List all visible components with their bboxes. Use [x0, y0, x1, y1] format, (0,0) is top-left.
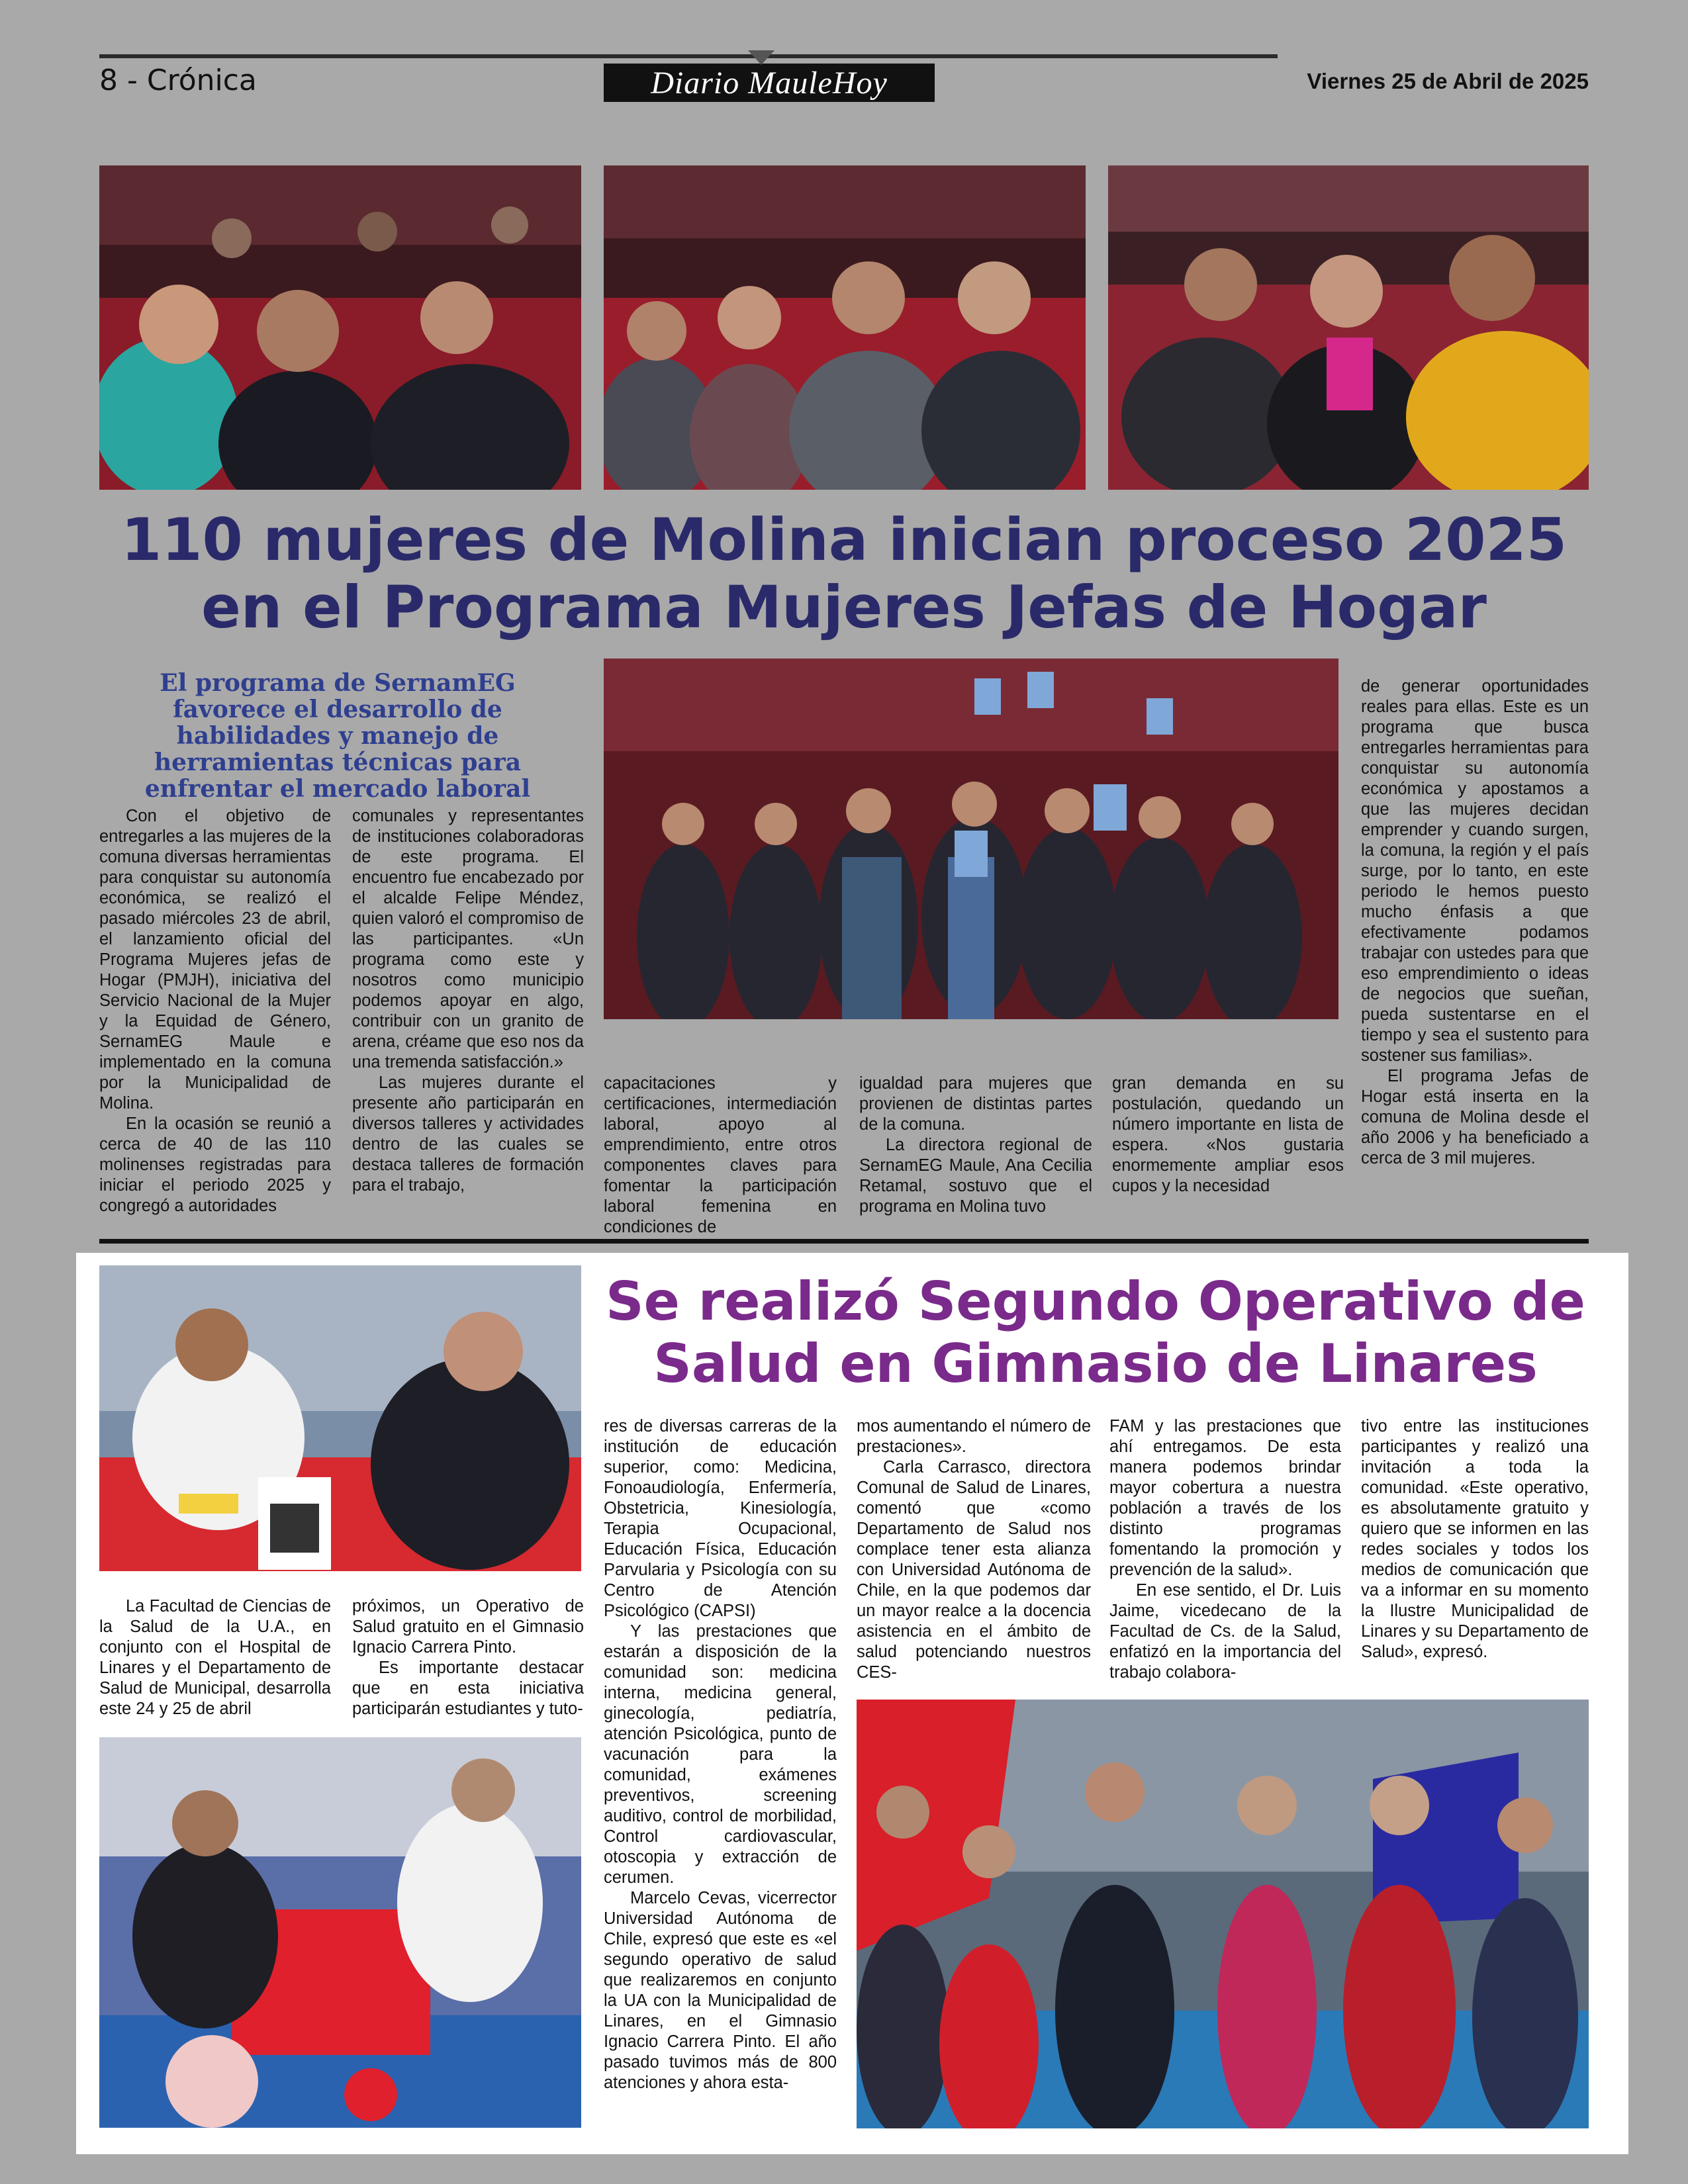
- photo-audience-2: [604, 165, 1086, 490]
- paragraph: capacitaciones y certificaciones, intermediación laboral, apoyo al emprendimiento, entre otros componentes claves para fomentar la participación laboral femenina en condiciones de: [604, 1074, 837, 1236]
- paragraph: tivo entre las instituciones participantes y realizó una invitación a toda la comunidad. «Este operativo, es absolutamente gratuito y quiero que se informen en las redes sociales y todos los medios de comunicación que va a informar en su momento la Ilustre Municipalidad de Linares y su Departamento de Salud», expresó.: [1361, 1417, 1589, 1661]
- photo-audience-3: [1108, 165, 1589, 490]
- paragraph: Marcelo Cevas, vicerrector Universidad Autónoma de Chile, expresó que este es «el segundo operativo de salud que realizaremos en conjunto la UA con la Municipalidad de Linares, en el Gimnasio Ignacio Carrera Pinto. El año pasado tuvimos más de 800 atenciones y ahora esta-: [604, 1889, 837, 2092]
- photo-health-consult-1: [99, 1265, 581, 1571]
- paragraph: comunales y representantes de instituciones colaboradoras de este programa. El encuentro fue encabezado por el alcalde Felipe Méndez, quien valoró el compromiso de las participantes. «Un programa como este y nosotros como municipio podemos apoyar en algo, contribuir con un granito de arena, créame que eso nos da una tremenda satisfacción.»: [352, 807, 584, 1071]
- section-label: 8 - Crónica: [99, 64, 257, 97]
- headline-article-2: [599, 1271, 1592, 1395]
- paragraph: En la ocasión se reunió a cerca de 40 de las 110 molinenses registradas para iniciar el periodo 2025 y congregó a autoridades: [99, 1115, 331, 1215]
- article2-column-3: [604, 1416, 837, 2093]
- article1-column-3: [604, 1073, 837, 1238]
- photo-group-celebration: [604, 659, 1338, 1019]
- paragraph: igualdad para mujeres que provienen de distintas partes de la comuna.: [859, 1074, 1092, 1134]
- paragraph: FAM y las prestaciones que ahí entregamos. De esta manera podemos brindar mayor cobertura a nuestra población a través de los distinto programas fomentando la promoción y prevención de la salud».: [1109, 1417, 1341, 1579]
- article1-column-2: [352, 806, 584, 1196]
- logo-mark-icon: [748, 50, 774, 65]
- paragraph: La Facultad de Ciencias de la Salud de la U.A., en conjunto con el Hospital de Linares y el Departamento de Salud de Municipal, desarrolla este 24 y 25 de abril: [99, 1597, 331, 1718]
- paragraph: próximos, un Operativo de Salud gratuito en el Gimnasio Ignacio Carrera Pinto.: [352, 1597, 584, 1657]
- article2-column-1: [99, 1596, 331, 1719]
- paragraph: Es importante destacar que en esta iniciativa participarán estudiantes y tuto-: [352, 1659, 584, 1718]
- paragraph: Y las prestaciones que estarán a disposición de la comunidad son: medicina interna, medicina general, ginecología, pediatría, atención Psicológica, punto de vacunación para la comunidad, exámenes preventivos, screening auditivo, control de morbilidad, Control cardiovascular, otoscopia y extracción de cerumen.: [604, 1622, 837, 1887]
- paragraph: Con el objetivo de entregarles a las mujeres de la comuna diversas herramientas para conquistar su autonomía económica, se realizó el pasado miércoles 23 de abril, el lanzamiento oficial del Programa Mujeres jefas de Hogar (PMJH), iniciativa del Servicio Nacional de la Mujer y la Equidad de Género, SernamEG Maule e implementado en la comuna por la Municipalidad de Molina.: [99, 807, 331, 1113]
- article2-column-6: [1361, 1416, 1589, 1662]
- issue-date: Viernes 25 de Abril de 2025: [1307, 69, 1589, 93]
- paragraph: mos aumentando el número de prestaciones».: [857, 1417, 1091, 1456]
- photo-health-consult-2: [99, 1737, 581, 2128]
- headline-line-1: 110 mujeres de Molina inician proceso 2025: [120, 506, 1567, 574]
- paragraph: Las mujeres durante el presente año participarán en diversos talleres y actividades dentro de las cuales se destaca talleres de formación para el trabajo,: [352, 1073, 584, 1195]
- headline-article-1: [79, 506, 1609, 641]
- paragraph: En ese sentido, el Dr. Luis Jaime, vicedecano de la Facultad de Cs. de la Salud, enfatizó en la importancia del trabajo colabora-: [1109, 1581, 1341, 1682]
- headline-line-1: Se realizó Segundo Operativo de: [606, 1271, 1585, 1332]
- paragraph: res de diversas carreras de la institución de educación superior, como: Medicina, Fonoaudiología, Enfermería, Obstetricia, Kinesiología, Terapia Ocupacional, Educación Física, Educación Parvularia y Psicología con su Centro de Atención Psicológico (CAPSI): [604, 1417, 837, 1620]
- subheadline-article-1: El programa de SernamEG favorece el desarrollo de habilidades y manejo de herramientas técnicas para enfrentar el mercado laboral: [144, 669, 531, 803]
- paragraph: Carla Carrasco, directora Comunal de Salud de Linares, comentó que «como Departamento de Salud nos complace tener esta alianza con Universidad Autónoma de Chile, en la que podemos dar un mayor realce a la docencia asistencia en el ámbito de salud potenciando nuestros CES-: [857, 1458, 1091, 1682]
- section-divider: [99, 1239, 1589, 1244]
- paragraph: La directora regional de SernamEG Maule, Ana Cecilia Retamal, sostuvo que el programa en Molina tuvo: [859, 1136, 1092, 1216]
- article1-column-6: [1361, 676, 1589, 1169]
- article1-column-4: [859, 1073, 1092, 1217]
- photo-audience-1: [99, 165, 581, 490]
- newspaper-logo: Diario MauleHoy: [604, 64, 935, 102]
- paragraph: gran demanda en su postulación, quedando un número importante en lista de espera. «Nos gustaria enormemente ampliar esos cupos y la necesidad: [1112, 1074, 1344, 1195]
- article2-column-4: [857, 1416, 1091, 1683]
- headline-line-2: en el Programa Mujeres Jefas de Hogar: [201, 573, 1487, 641]
- paragraph: de generar oportunidades reales para ellas. Este es un programa que busca entregarles herramientas para conquistar su autonomía económica y apostamos a que las mujeres decidan emprender y cuando surgen, la comuna, la región y el país surge, por lo tanto, en este periodo le hemos puesto mucho énfasis a que efectivamente podamos trabajar con ustedes para que eso emprendimiento o ideas de negocios que sueñan, pueda sustentarse en el tiempo y sea el sustento para sostener sus familias».: [1361, 677, 1589, 1065]
- photo-authorities-gym: [857, 1700, 1589, 2128]
- article2-column-2: [352, 1596, 584, 1719]
- article2-column-5: [1109, 1416, 1341, 1683]
- article1-column-5: [1112, 1073, 1344, 1197]
- article1-column-1: [99, 806, 331, 1216]
- header-rule: [99, 54, 1278, 58]
- paragraph: El programa Jefas de Hogar está inserta en la comuna de Molina desde el año 2006 y ha beneficiado a cerca de 3 mil mujeres.: [1361, 1067, 1589, 1167]
- headline-line-2: Salud en Gimnasio de Linares: [653, 1333, 1538, 1394]
